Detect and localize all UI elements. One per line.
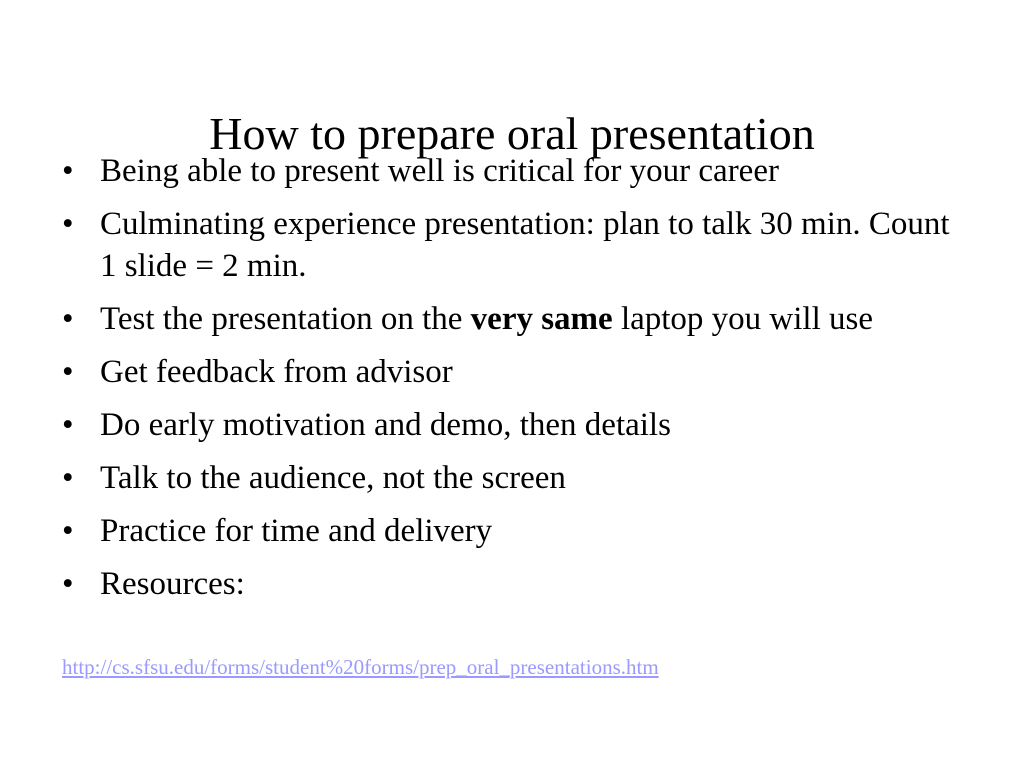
bullet-item xyxy=(0,203,1024,287)
bullet-text-after: laptop you will use xyxy=(612,301,874,337)
bullet-icon: • xyxy=(62,301,74,337)
bullet-item xyxy=(0,563,1024,605)
bullet-list xyxy=(0,150,1024,616)
bullet-text: Resources: xyxy=(100,566,245,602)
bullet-item xyxy=(0,150,1024,192)
bullet-icon: • xyxy=(62,513,74,549)
bullet-icon: • xyxy=(62,206,74,242)
bullet-text-before: Test the presentation on the xyxy=(100,301,471,337)
bullet-icon: • xyxy=(62,153,74,189)
slide-title: How to prepare oral presentation xyxy=(209,108,815,159)
bullet-icon: • xyxy=(62,407,74,443)
bullet-text-bold: very same xyxy=(470,301,613,337)
bullet-icon: • xyxy=(62,460,74,496)
bullet-text: Do early motivation and demo, then details xyxy=(100,407,671,443)
bullet-item xyxy=(0,298,1024,340)
bullet-text: Being able to present well is critical for your career xyxy=(100,153,779,189)
bullet-text: Talk to the audience, not the screen xyxy=(100,460,566,496)
bullet-text: Practice for time and delivery xyxy=(100,513,493,549)
bullet-text: Culminating experience presentation: plan to talk 30 min. Count 1 slide = 2 min. xyxy=(100,206,950,284)
bullet-icon: • xyxy=(62,566,74,602)
resource-link[interactable]: http://cs.sfsu.edu/forms/student%20forms/prep_oral_presentations.htm xyxy=(62,655,659,679)
bullet-item xyxy=(0,457,1024,499)
bullet-item xyxy=(0,351,1024,393)
bullet-item xyxy=(0,404,1024,446)
bullet-icon: • xyxy=(62,354,74,390)
bullet-item xyxy=(0,510,1024,552)
bullet-text: Get feedback from advisor xyxy=(100,354,453,390)
